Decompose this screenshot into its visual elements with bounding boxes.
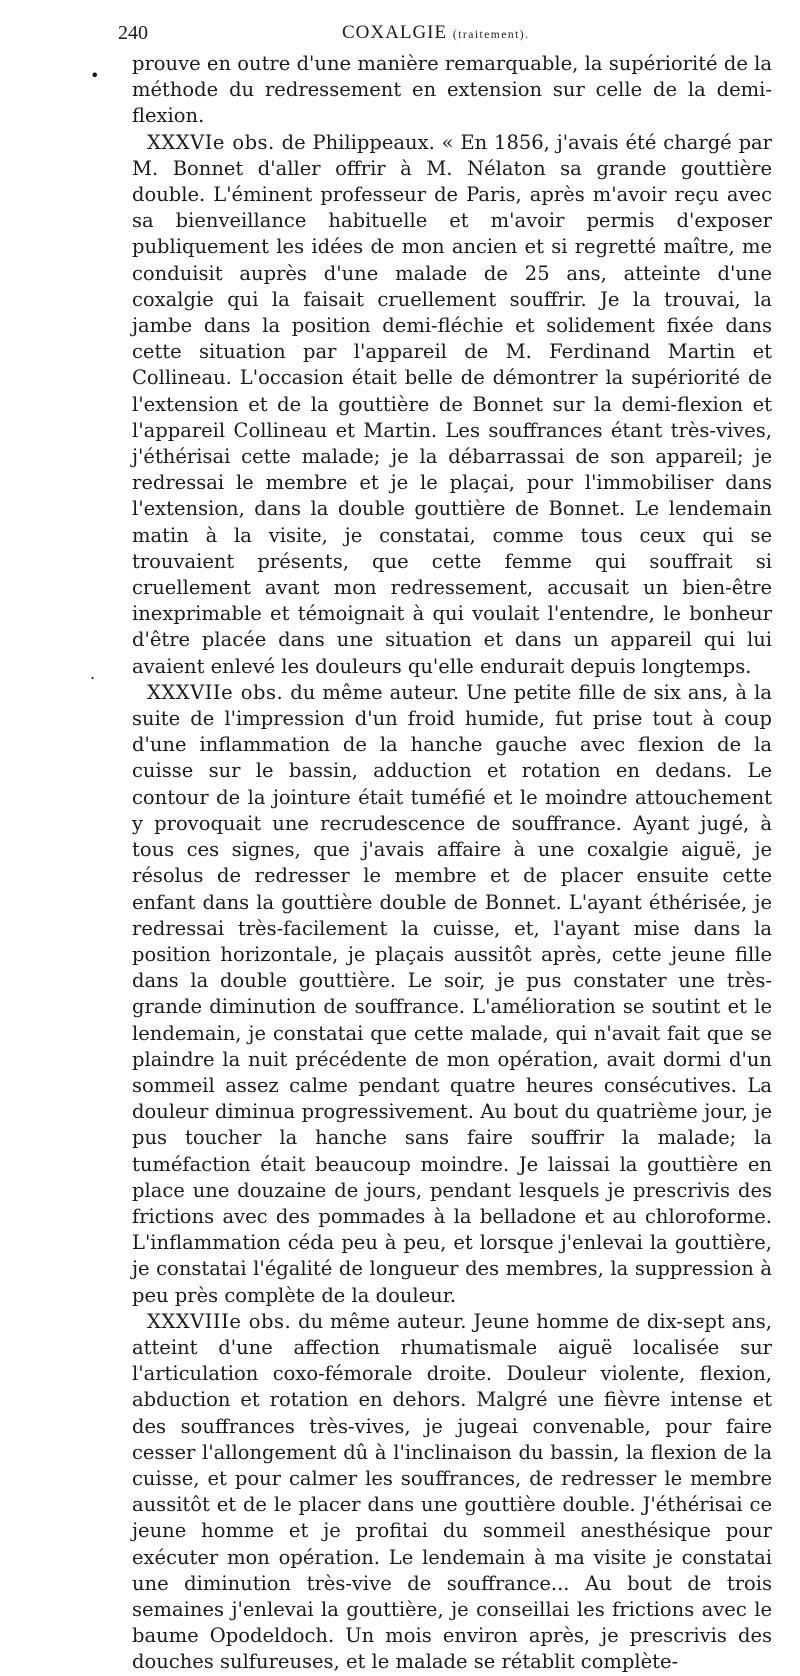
running-title-sub: (traitement). xyxy=(452,29,530,41)
paragraph-text: du même auteur. Une petite fille de six ans, à la suite de l'impression d'un froid humide, fut prise tout à coup d'une inflammation de la hanche gauche avec flexion de la cuisse sur le bassin, adduction et rotation en dedans. Le contour de la jointure était tuméfié et le moindre attouchement y provoquait une recrudescence de souffrance. Ayant jugé, à tous ces signes, que j'avais affaire à une coxalgie aiguë, je résolus de redresser le membre et de placer ensuite cette enfant dans la gouttière double de Bonnet. L'ayant éthérisée, je redressai très-facilement la cuisse, et, l'ayant mise dans la position horizontale, je plaçais aussitôt après, cette jeune fille dans la double gouttière. Le soir, je pus constater une très-grande diminution de souffrance. L'amélioration se soutint et le lendemain, je constatai que cette malade, qui n'avait fait que se plaindre la nuit précédente de mon opération, avait dormi d'un sommeil assez calme pendant quatre heures consécutives. La douleur diminua progressivement. Au bout du quatrième jour, je pus toucher la hanche sans faire souffrir la malade; la tuméfaction était beaucoup moindre. Je laissai la gouttière en place une douzaine de jours, pendant lesquels je prescrivis des frictions avec des pommades à la belladone et au chloroforme. L'inflammation céda peu à peu, et lorsque j'enlevai la gouttière, je constatai l'égalité de longueur des membres, la suppression à peu près complète de la douleur. xyxy=(132,680,772,1307)
running-title-main: COXALGIE xyxy=(342,22,448,43)
running-header xyxy=(0,14,800,48)
margin-mark: • xyxy=(90,66,100,85)
body-text xyxy=(132,51,772,1676)
paragraph-text: de Philippeaux. « En 1856, j'avais été chargé par M. Bonnet d'aller offrir à M. Nélaton sa grande gouttière double. L'éminent professeur de Paris, après m'avoir reçu avec sa bienveillance habituelle et m'avoir permis d'exposer publiquement les idées de mon ancien et si regretté maître, me conduisit auprès d'une malade de 25 ans, atteinte d'une coxalgie qui la faisait cruellement souffrir. Je la trouvai, la jambe dans la position demi-fléchie et solidement fixée dans cette situation par l'appareil de M. Ferdinand Martin et Collineau. L'occasion était belle de démontrer la supériorité de l'extension et de la gouttière de Bonnet sur la demi-flexion et l'appareil Collineau et Martin. Les souffrances étant très-vives, j'éthérisai cette malade; je la débarrassai de son appareil; je redressai le membre et je le plaçai, pour l'immobiliser dans l'extension, dans la double gouttière de Bonnet. Le lendemain matin à la visite, je constatai, comme tous ceux qui se trouvaient présents, que cette femme qui souffrait si cruellement avant mon redressement, accusait un bien-être inexprimable et témoignait à qui voulait l'entendre, le bonheur d'être placée dans une situation et dans un appareil qui lui avaient enlevé les douleurs qu'elle endurait depuis longtemps. xyxy=(132,130,772,678)
running-title xyxy=(342,22,530,44)
observation-label: XXXVIIIe obs. xyxy=(147,1309,292,1333)
observation-label: XXXVIe obs. xyxy=(147,130,275,154)
observation-36 xyxy=(132,130,772,680)
paragraph-continuation xyxy=(132,51,772,130)
observation-38 xyxy=(132,1309,772,1676)
page-number: 240 xyxy=(118,22,148,44)
margin-mark: . xyxy=(90,664,96,683)
paragraph-text: du même auteur. Jeune homme de dix-sept ans, atteint d'une affection rhumatismale aiguë localisée sur l'articulation coxo-fémorale droite. Douleur violente, flexion, abduction et rotation en dehors. Malgré une fièvre intense et des souffrances très-vives, je jugeai convenable, pour faire cesser l'allongement dû à l'inclinaison du bassin, la flexion de la cuisse, et pour calmer les souffrances, de redresser le membre aussitôt et de le placer dans une gouttière double. J'éthérisai ce jeune homme et je profitai du sommeil anesthésique pour exécuter mon opération. Le lendemain à ma visite je constatai une diminution très-vive de souffrance... Au bout de trois semaines j'enlevai la gouttière, je conseillai les frictions avec le baume Opodeldoch. Un mois environ après, je prescrivis des douches sulfureuses, et le malade se rétablit complète- xyxy=(132,1309,772,1674)
observation-label: XXXVIIe obs. xyxy=(147,680,284,704)
paragraph-text: prouve en outre d'une manière remarquable, la supériorité de la méthode du redressement en extension sur celle de la demi-flexion. xyxy=(132,52,772,128)
observation-37 xyxy=(132,680,772,1309)
